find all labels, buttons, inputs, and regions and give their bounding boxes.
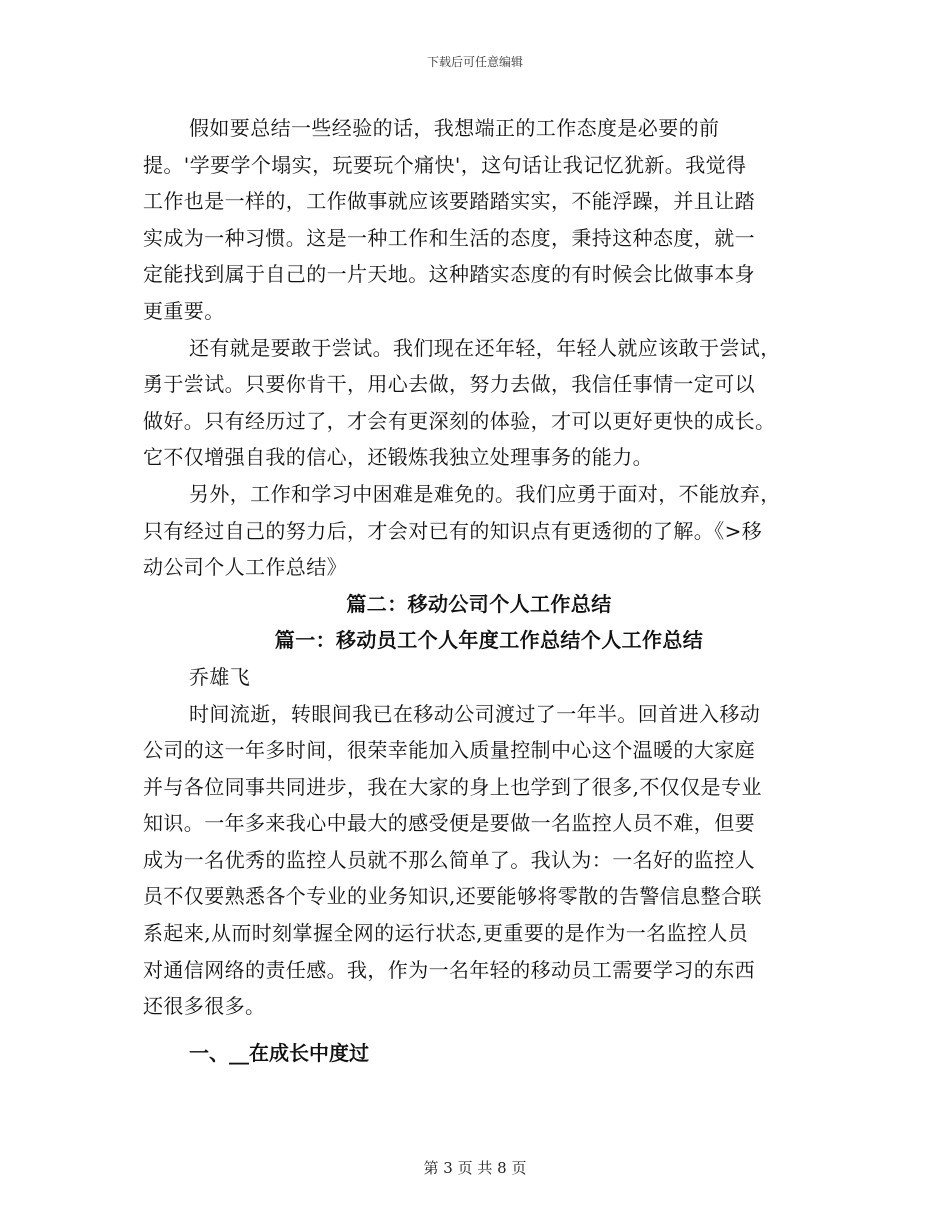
page-header: 下载后可任意编辑 — [426, 55, 523, 69]
paragraph-line: 另外，工作和学习中困难是难免的。我们应勇于面对，不能放弃， — [189, 481, 781, 506]
section-title: 一、__在成长中度过 — [189, 1040, 369, 1065]
heading-article-one: 篇一：移动员工个人年度工作总结个人工作总结 — [274, 628, 704, 653]
paragraph-line: 定能找到属于自己的一片天地。这种踏实态度的有时候会比做事本身 — [143, 262, 755, 287]
paragraph-line: 对通信网络的责任感。我，作为一名年轻的移动员工需要学习的东西 — [143, 957, 755, 982]
heading-article-two: 篇二：移动公司个人工作总结 — [346, 591, 612, 616]
paragraph — [143, 696, 805, 1025]
document-body — [143, 110, 805, 1077]
paragraph-line: 只有经过自己的努力后，才会对已有的知识点有更透彻的了解。《>移 — [143, 518, 763, 543]
page-number-footer: 第 3 页 共 8 页 — [423, 1159, 527, 1177]
paragraph — [143, 110, 805, 330]
paragraph-line: 动公司个人工作总结》 — [143, 555, 347, 580]
paragraph-line: 知识。一年多来我心中最大的感受便是要做一名监控人员不难，但要 — [143, 811, 755, 836]
paragraph-line: 提。'学要学个塌实，玩要玩个痛快'，这句话让我记忆犹新。我觉得 — [143, 152, 747, 177]
paragraph-line: 成为一名优秀的监控人员就不那么简单了。我认为：一名好的监控人 — [143, 847, 755, 872]
paragraph-line: 做好。只有经历过了，才会有更深刻的体验，才可以更好更快的成长。 — [143, 408, 776, 433]
paragraph-line: 更重要。 — [143, 298, 225, 323]
paragraph-line: 公司的这一年多时间，很荣幸能加入质量控制中心这个温暖的大家庭 — [143, 738, 755, 763]
paragraph-line: 员不仅要熟悉各个专业的业务知识,还要能够将零散的告警信息整合联 — [143, 884, 762, 909]
paragraph-line: 还有就是要敢于尝试。我们现在还年轻，年轻人就应该敢于尝试， — [189, 335, 781, 360]
paragraph-line: 假如要总结一些经验的话，我想端正的工作态度是必要的前 — [189, 116, 720, 140]
paragraph-line: 实成为一种习惯。这是一种工作和生活的态度，秉持这种态度，就一 — [143, 225, 755, 250]
paragraph-line: 工作也是一样的，工作做事就应该要踏踏实实，不能浮躁，并且让踏 — [143, 189, 755, 214]
paragraph-line: 勇于尝试。只要你肯干，用心去做，努力去做，我信任事情一定可以 — [143, 372, 755, 397]
paragraph-line: 并与各位同事共同进步，我在大家的身上也学到了很多,不仅仅是专业 — [143, 774, 762, 799]
paragraph-line: 还很多很多。 — [143, 994, 266, 1019]
paragraph-line: 它不仅增强自我的信心，还锻炼我独立处理事务的能力。 — [143, 445, 653, 470]
paragraph — [143, 476, 805, 586]
paragraph-line: 系起来,从而时刻掌握全网的运行状态,更重要的是作为一名监控人员 — [143, 921, 749, 946]
author-name: 乔雄飞 — [189, 664, 251, 689]
paragraph — [143, 330, 805, 476]
paragraph-line: 时间流逝，转眼间我已在移动公司渡过了一年半。回首进入移动 — [189, 701, 761, 726]
